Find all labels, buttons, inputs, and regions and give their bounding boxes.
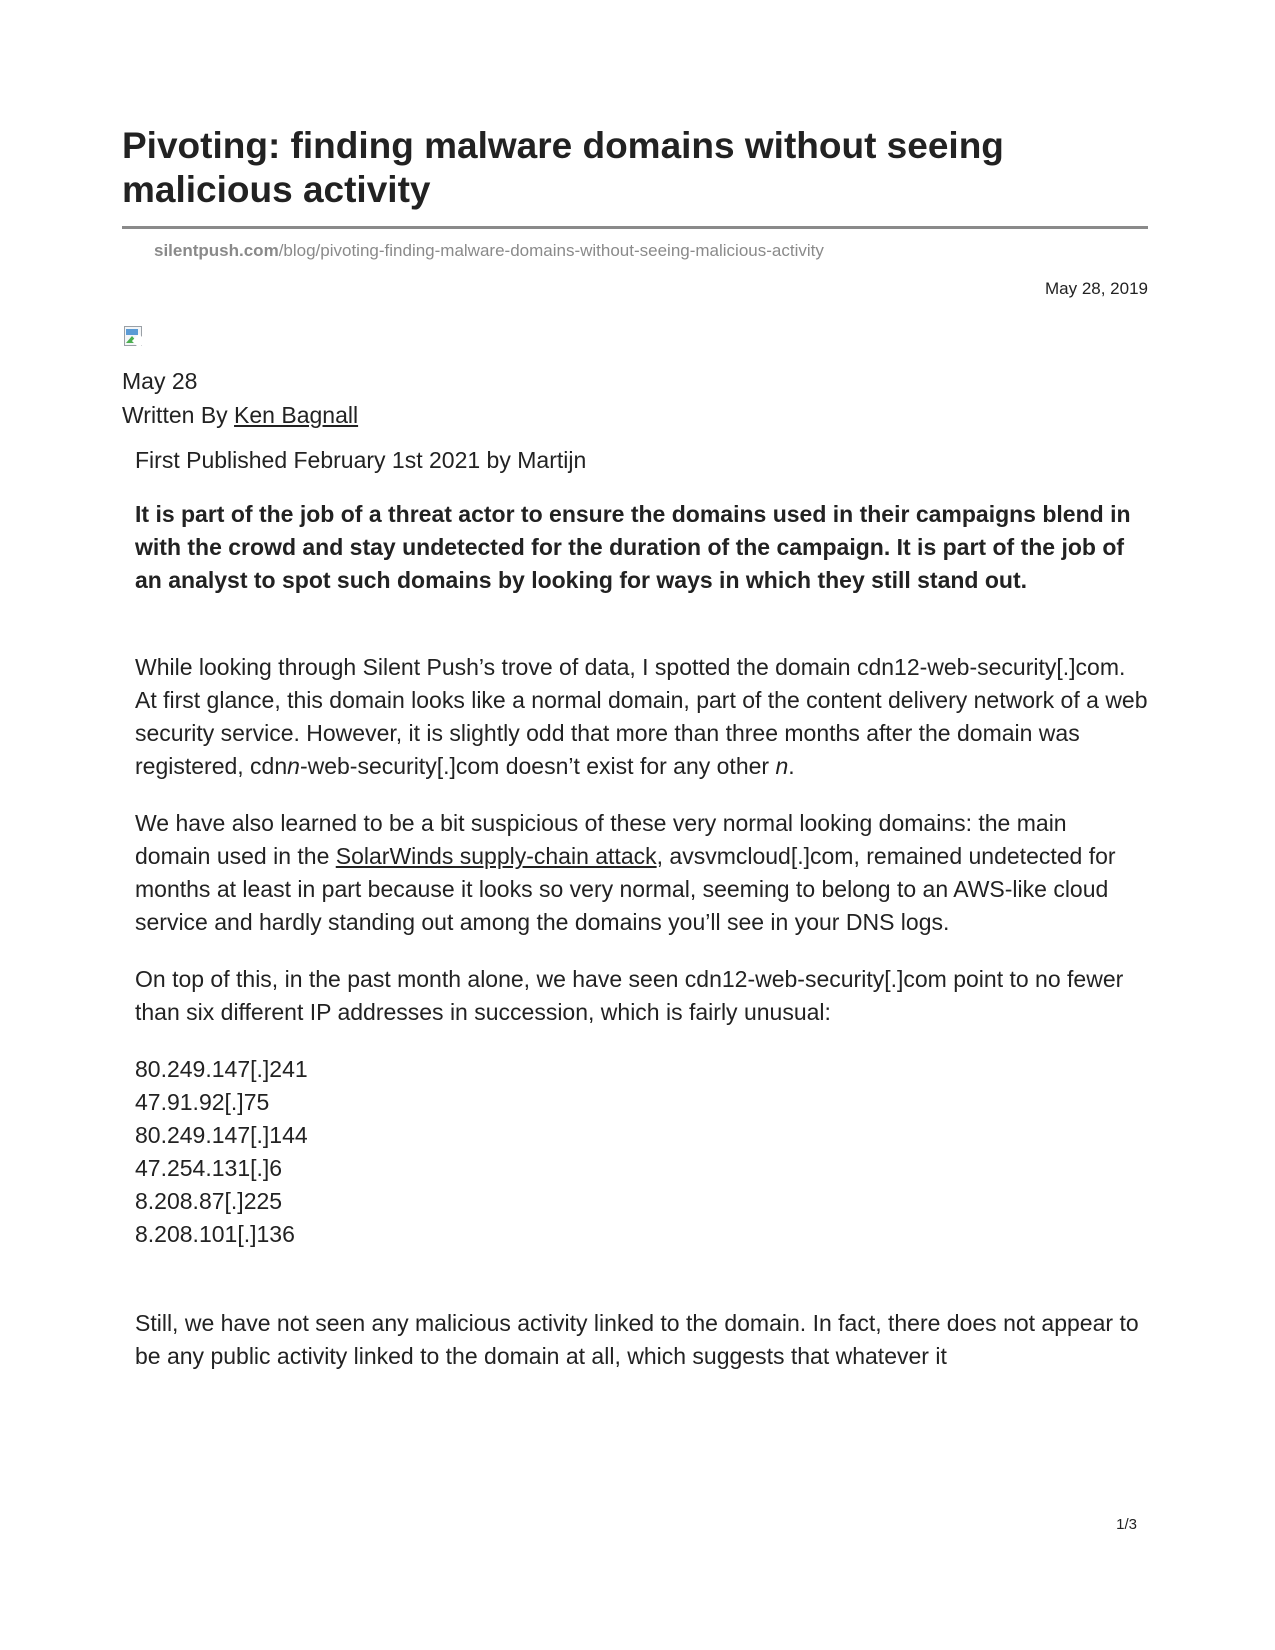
list-item: 47.254.131[.]6 [135, 1155, 283, 1181]
post-date: May 28 [122, 368, 198, 394]
list-item: 80.249.147[.]241 [135, 1056, 308, 1082]
source-path: /blog/pivoting-finding-malware-domains-without-seeing-malicious-activity [278, 241, 824, 260]
article-body [135, 444, 1148, 1373]
paragraph-1: While looking through Silent Push’s trove of data, I spotted the domain cdn12-web-security[.]com. At first glance, this domain looks like a normal domain, part of the content delivery network of a web security service. However, it is slightly odd that more than three months after the domain was registered, cdnn-web-security[.]com doesn’t exist for any other n. [135, 654, 1148, 779]
capture-date: May 28, 2019 [1044, 279, 1148, 298]
list-item: 8.208.101[.]136 [135, 1221, 295, 1247]
broken-image-icon [122, 324, 146, 348]
paragraph-3: On top of this, in the past month alone, we have seen cdn12-web-security[.]com point to no fewer than six different IP addresses in succession, which is fairly unusual: [135, 966, 1124, 1025]
solarwinds-link[interactable]: SolarWinds supply-chain attack [335, 843, 657, 869]
list-item: 47.91.92[.]75 [135, 1089, 270, 1115]
first-published: First Published February 1st 2021 by Martijn [135, 447, 587, 473]
title-divider [122, 226, 1148, 229]
paragraph-2: We have also learned to be a bit suspicious of these very normal looking domains: the main domain used in the SolarWinds supply-chain attack, avsvmcloud[.]com, remained undetected for months at least in part because it looks so very normal, seeming to belong to an AWS-like cloud service and hardly standing out among the domains you’ll see in your DNS logs. [135, 810, 1116, 935]
source-url[interactable] [154, 240, 1148, 262]
author-link[interactable]: Ken Bagnall [234, 402, 359, 428]
page-title: Pivoting: finding malware domains without seeing malicious activity [122, 125, 1004, 210]
source-domain: silentpush.com [154, 241, 279, 260]
list-item: 80.249.147[.]144 [135, 1122, 308, 1148]
page [122, 124, 1148, 1373]
byline-label: Written By [122, 402, 228, 428]
list-item: 8.208.87[.]225 [135, 1188, 283, 1214]
page-number: 1/3 [1116, 1516, 1137, 1533]
paragraph-4: Still, we have not seen any malicious activity linked to the domain. In fact, there does not appear to be any public activity linked to the domain at all, which suggests that whatever it [135, 1310, 1139, 1369]
byline [122, 398, 1148, 432]
lede-paragraph: It is part of the job of a threat actor to ensure the domains used in their campaigns blend in with the crowd and stay undetected for the duration of the campaign. It is part of the job of an analyst to spot such domains by looking for ways in which they still stand out. [135, 501, 1131, 593]
post-meta [122, 364, 1148, 432]
ip-address-list [135, 1053, 1148, 1251]
